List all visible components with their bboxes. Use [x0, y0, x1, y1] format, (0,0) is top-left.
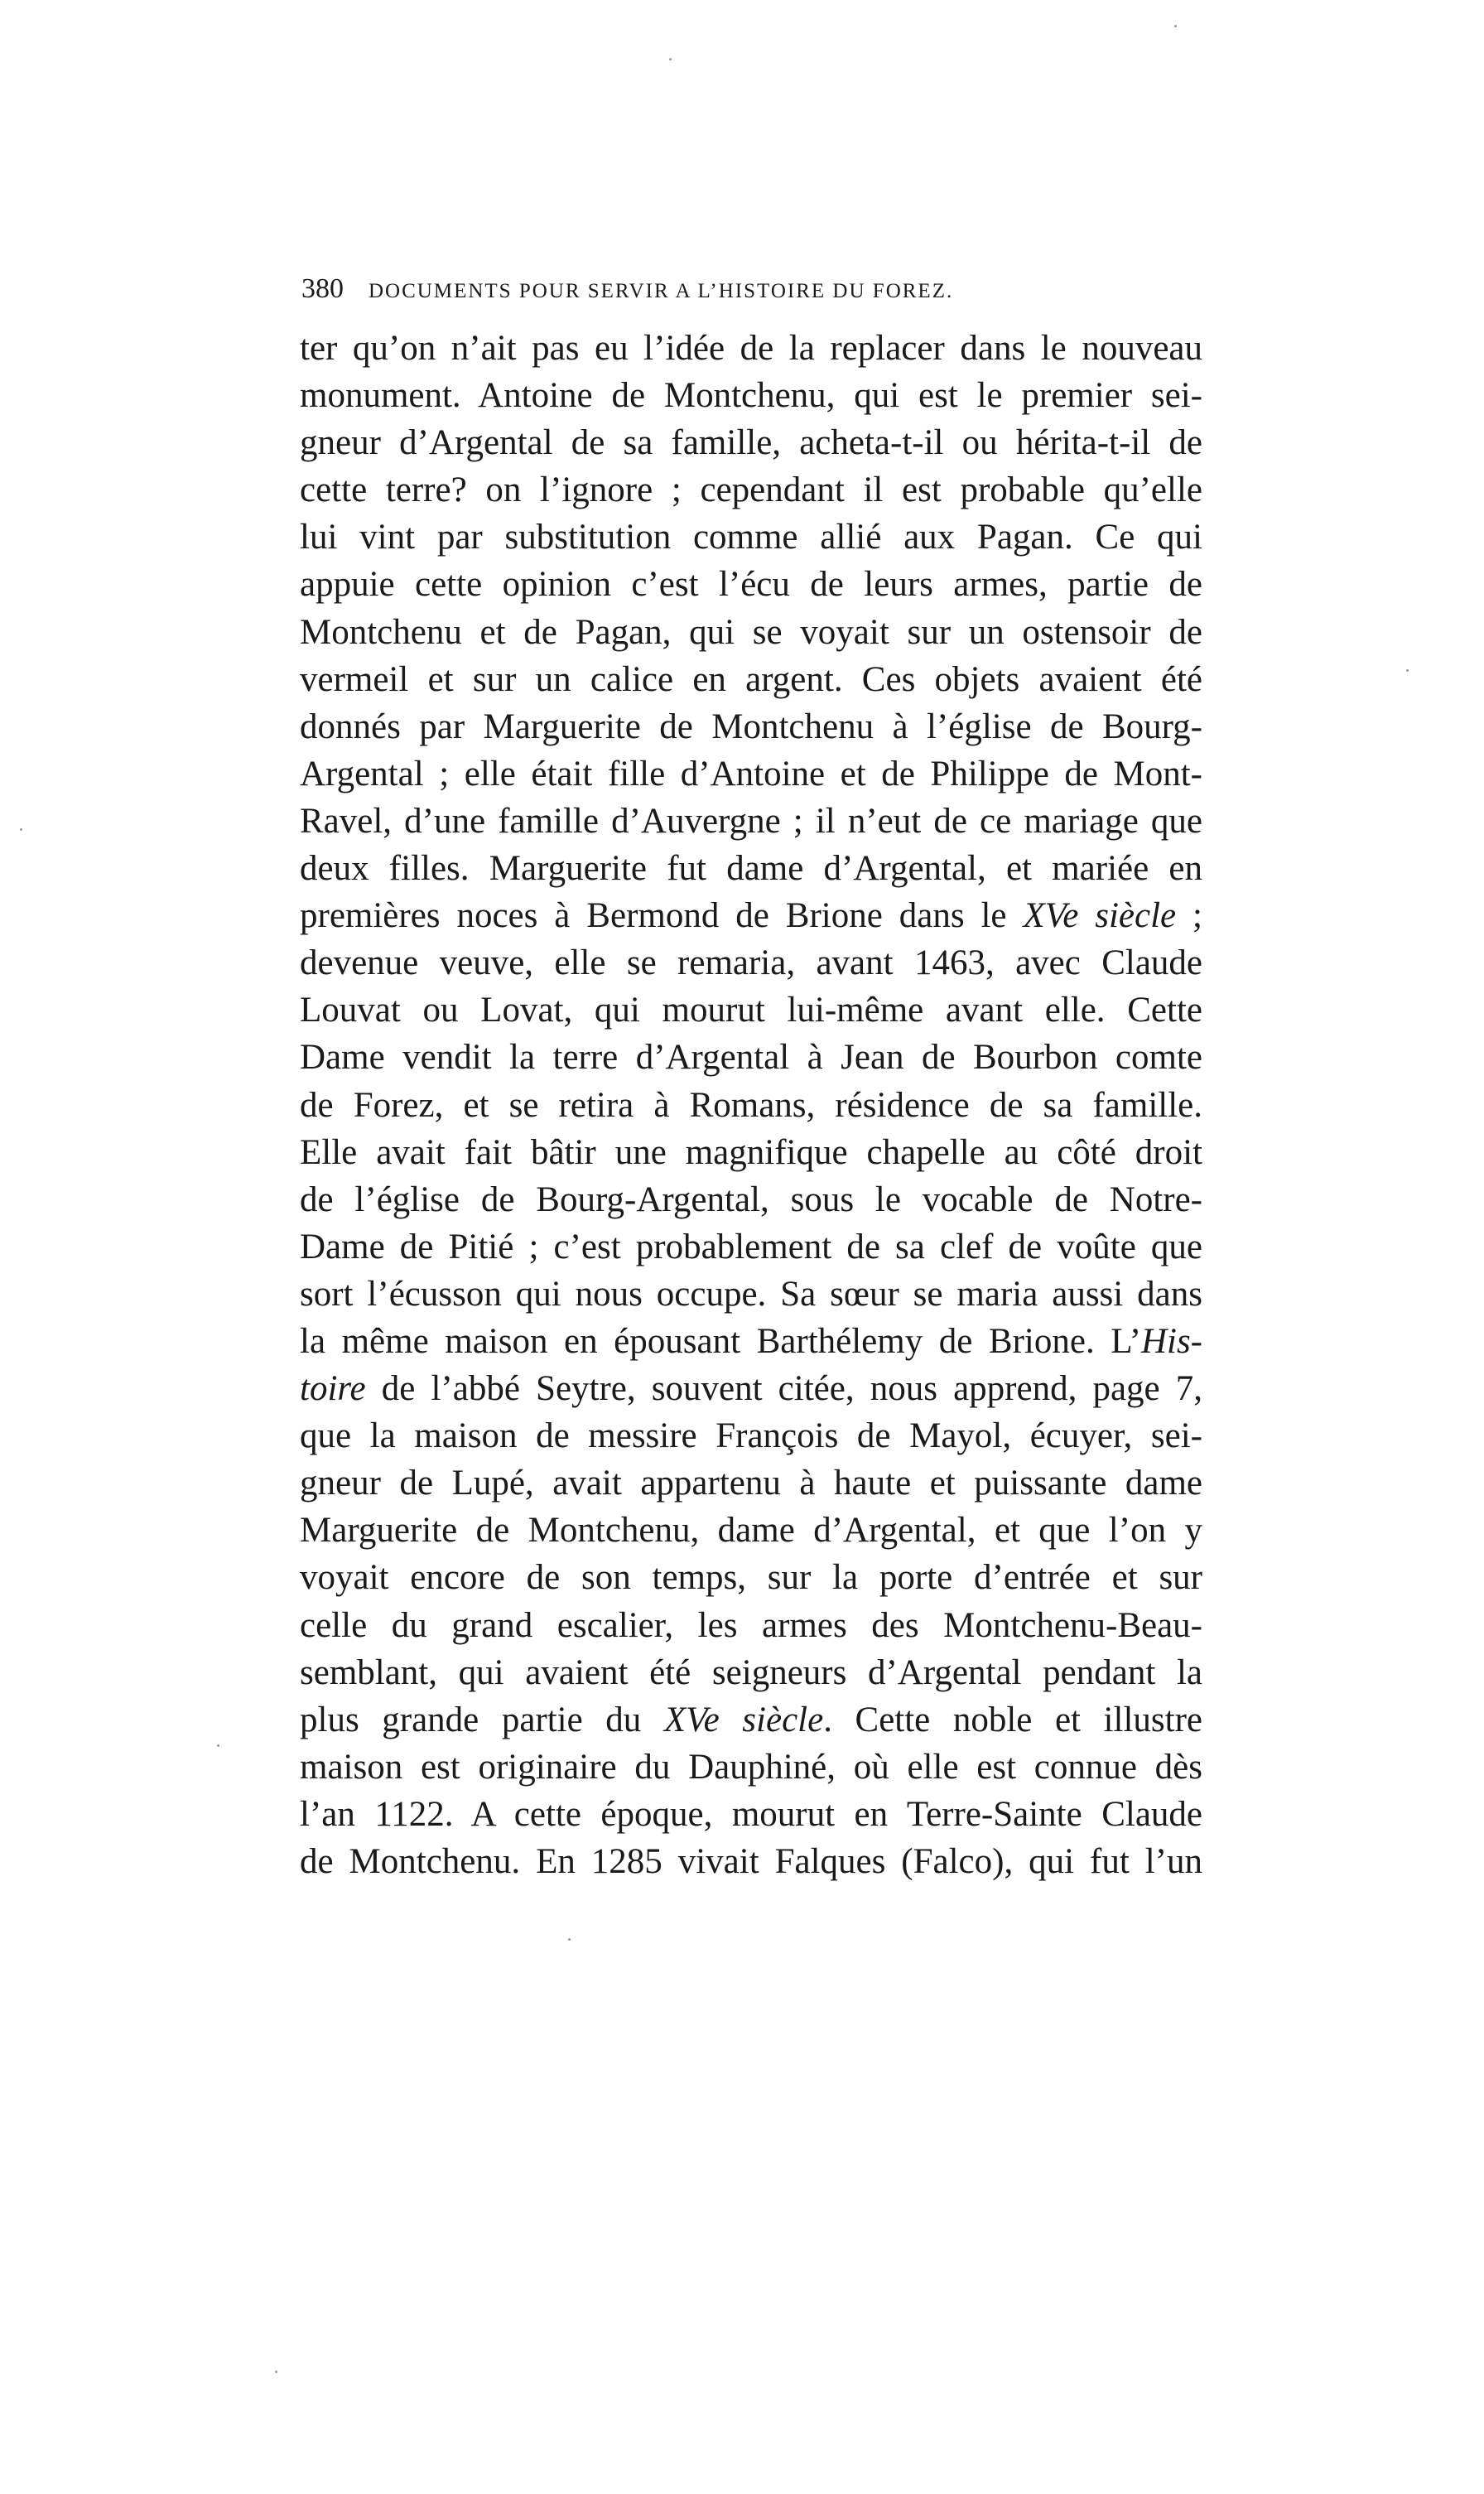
text-segment: appuie cette opinion c’est l’écu de leurs armes, partie de	[300, 565, 1202, 605]
text-line	[300, 656, 1202, 703]
text-line	[300, 372, 1202, 419]
text-line	[300, 466, 1202, 514]
text-line	[300, 1034, 1202, 1081]
scan-speck	[669, 58, 672, 60]
text-segment: Argental ; elle était fille d’Antoine et de Philippe de Mont-	[300, 754, 1202, 794]
text-segment: cette terre? on l’ignore ; cependant il est probable qu’elle	[300, 470, 1202, 510]
page-number: 380	[301, 273, 344, 304]
text-segment: de Montchenu. En 1285 vivait Falques (Falco), qui fut l’un	[300, 1842, 1202, 1881]
text-line	[300, 1791, 1202, 1838]
text-line	[300, 1176, 1202, 1223]
text-segment: lui vint par substitution comme allié aux Pagan. Ce qui	[300, 518, 1202, 557]
body-text	[300, 325, 1202, 1885]
text-segment: de l’abbé Seytre, souvent citée, nous apprend, page 7,	[365, 1369, 1202, 1409]
text-segment: premières noces à Bermond de Brione dans le	[300, 896, 1024, 936]
text-segment: ter qu’on n’ait pas eu l’idée de la replacer dans le nouveau	[300, 329, 1202, 368]
text-segment: semblant, qui avaient été seigneurs d’Argental pendant la	[300, 1652, 1202, 1692]
text-segment: gneur de Lupé, avait appartenu à haute et puissante dame	[300, 1464, 1202, 1503]
text-line	[300, 1744, 1202, 1791]
italic-segment: XVe siècle	[663, 1700, 824, 1739]
scan-speck	[20, 828, 22, 831]
text-line	[300, 1223, 1202, 1271]
text-segment: . Cette noble et illustre	[823, 1700, 1202, 1739]
text-line	[300, 1459, 1202, 1507]
text-line	[300, 703, 1202, 750]
italic-segment: XVe siècle	[1023, 896, 1177, 936]
text-line	[300, 1129, 1202, 1176]
text-line	[300, 561, 1202, 608]
text-line	[300, 1412, 1202, 1459]
text-line	[300, 1554, 1202, 1601]
text-segment: plus grande partie du	[300, 1700, 664, 1739]
text-segment: la même maison en épousant Barthélemy de Brione. L’	[300, 1321, 1141, 1361]
text-segment: ;	[1176, 896, 1202, 936]
text-segment: voyait encore de son temps, sur la porte d’entrée et sur	[300, 1558, 1202, 1598]
text-segment: Louvat ou Lovat, qui mourut lui-même avant elle. Cette	[300, 991, 1202, 1030]
scan-speck	[1174, 25, 1177, 27]
text-segment: Ravel, d’une famille d’Auvergne ; il n’eut de ce mariage que	[300, 801, 1202, 841]
text-line	[300, 987, 1202, 1034]
text-segment: vermeil et sur un calice en argent. Ces objets avaient été	[300, 659, 1202, 699]
text-segment: maison est originaire du Dauphiné, où elle est connue dès	[300, 1747, 1202, 1787]
text-segment: de l’église de Bourg-Argental, sous le vocable de Notre-	[300, 1179, 1202, 1219]
text-segment: monument. Antoine de Montchenu, qui est le premier sei-	[300, 376, 1202, 416]
text-segment: Marguerite de Montchenu, dame d’Argental, et que l’on y	[300, 1511, 1202, 1551]
text-segment: l’an 1122. A cette époque, mourut en Terre-Sainte Claude	[300, 1794, 1202, 1834]
text-segment: gneur d’Argental de sa famille, acheta-t-il ou hérita-t-il de	[300, 423, 1202, 463]
text-line	[300, 845, 1202, 892]
scan-speck	[275, 2371, 277, 2373]
text-line	[300, 1602, 1202, 1649]
text-segment: de Forez, et se retira à Romans, résidence de sa famille.	[300, 1085, 1202, 1125]
text-line	[300, 750, 1202, 798]
text-segment: que la maison de messire François de Mayol, écuyer, sei-	[300, 1416, 1202, 1456]
text-segment: Elle avait fait bâtir une magnifique chapelle au côté droit	[300, 1132, 1202, 1172]
text-line	[300, 419, 1202, 466]
text-segment: Dame vendit la terre d’Argental à Jean de Bourbon comte	[300, 1038, 1202, 1078]
text-segment: celle du grand escalier, les armes des Montchenu-Beau-	[300, 1605, 1202, 1645]
text-line	[300, 1649, 1202, 1696]
text-line	[300, 514, 1202, 561]
text-line	[300, 1696, 1202, 1744]
text-line	[300, 609, 1202, 656]
text-segment: Dame de Pitié ; c’est probablement de sa clef de voûte que	[300, 1227, 1202, 1266]
running-head	[301, 273, 1196, 313]
text-line	[300, 892, 1202, 939]
text-segment: sort l’écusson qui nous occupe. Sa sœur se maria aussi dans	[300, 1274, 1202, 1314]
scan-speck	[217, 1744, 219, 1747]
scan-speck	[1406, 669, 1409, 672]
text-line	[300, 1365, 1202, 1412]
text-line	[300, 1507, 1202, 1554]
text-segment: Montchenu et de Pagan, qui se voyait sur un ostensoir de	[300, 612, 1202, 652]
scan-speck	[568, 1938, 571, 1941]
text-line	[300, 1838, 1202, 1885]
text-line	[300, 1318, 1202, 1365]
text-segment: deux filles. Marguerite fut dame d’Argental, et mariée en	[300, 849, 1202, 889]
text-line	[300, 1271, 1202, 1318]
running-title: DOCUMENTS POUR SERVIR A L’HISTOIRE DU FOREZ.	[369, 280, 954, 302]
text-line	[300, 1082, 1202, 1129]
italic-segment: toire	[300, 1369, 366, 1409]
text-segment: donnés par Marguerite de Montchenu à l’église de Bourg-	[300, 707, 1202, 746]
text-line	[300, 939, 1202, 987]
text-line	[300, 325, 1202, 372]
text-line	[300, 798, 1202, 845]
italic-segment: His-	[1140, 1321, 1202, 1361]
text-segment: devenue veuve, elle se remaria, avant 1463, avec Claude	[300, 943, 1202, 983]
